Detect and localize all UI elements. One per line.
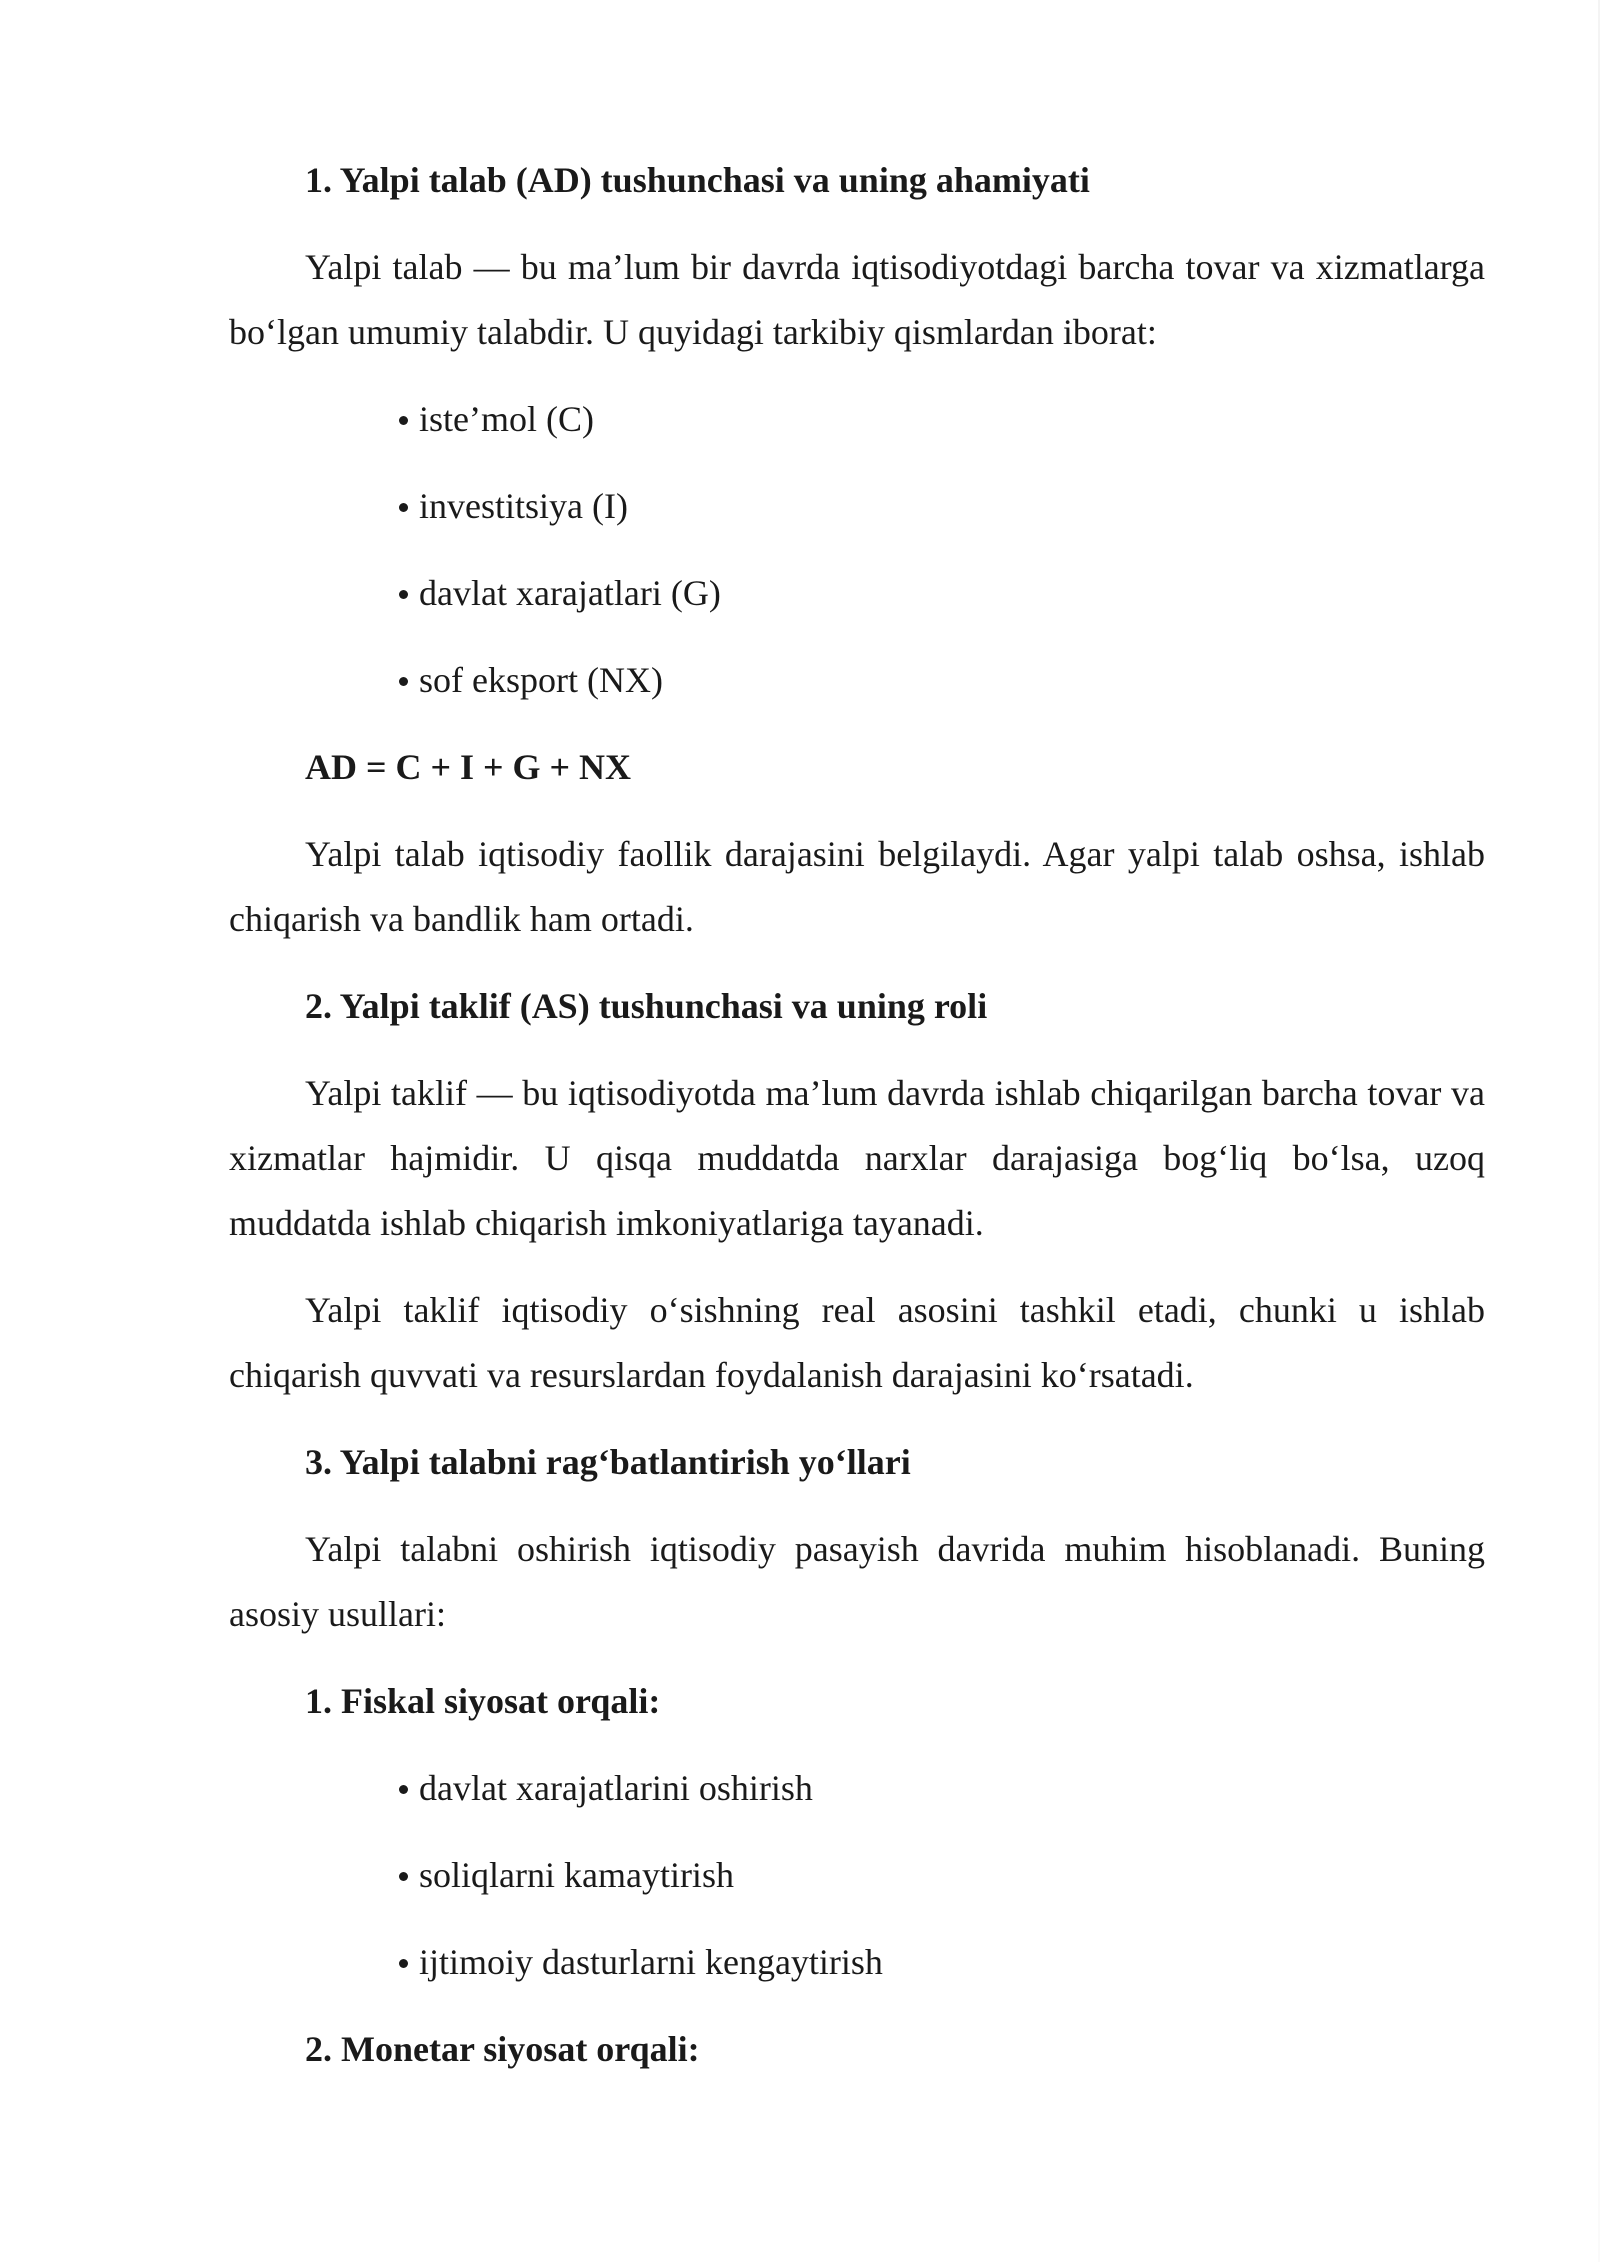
list-item-text: investitsiya (I) [419, 486, 628, 526]
subheading-monetary-policy: 2. Monetar siyosat orqali: [305, 2029, 700, 2069]
paragraph: Yalpi talab — bu ma’lum bir davrda iqtisodiyotdagi barcha tovar va xizmatlarga bo‘lgan umumiy talabdir. U quyidagi tarkibiy qismlardan iborat: [229, 247, 1485, 352]
bullet-icon [399, 1872, 408, 1881]
section-heading-3: 3. Yalpi talabni rag‘batlantirish yo‘llari [305, 1442, 911, 1482]
bullet-icon [399, 677, 408, 686]
bullet-icon [399, 590, 408, 599]
section-heading-2: 2. Yalpi taklif (AS) tushunchasi va uning roli [305, 986, 988, 1026]
list-item-text: ijtimoiy dasturlarni kengaytirish [419, 1942, 883, 1982]
paragraph: Yalpi talab iqtisodiy faollik darajasini belgilaydi. Agar yalpi talab oshsa, ishlab chiqarish va bandlik ham ortadi. [229, 834, 1485, 939]
document-body [229, 148, 1485, 2082]
list-item-text: soliqlarni kamaytirish [419, 1855, 734, 1895]
section-heading-1: 1. Yalpi talab (AD) tushunchasi va uning ahamiyati [305, 160, 1090, 200]
paragraph: Yalpi taklif iqtisodiy o‘sishning real asosini tashkil etadi, chunki u ishlab chiqarish quvvati va resurslardan foydalanish darajasini ko‘rsatadi. [229, 1290, 1485, 1395]
list-item [399, 474, 1485, 539]
paragraph: Yalpi taklif — bu iqtisodiyotda ma’lum davrda ishlab chiqarilgan barcha tovar va xizmatlar hajmidir. U qisqa muddatda narxlar darajasiga bog‘liq bo‘lsa, uzoq muddatda ishlab chiqarish imkoniyatlariga tayanadi. [229, 1073, 1485, 1243]
list-item-text: sof eksport (NX) [419, 660, 663, 700]
paragraph: Yalpi talabni oshirish iqtisodiy pasayish davrida muhim hisoblanadi. Buning asosiy usullari: [229, 1529, 1485, 1634]
list-item-text: davlat xarajatlarini oshirish [419, 1768, 813, 1808]
list-item-text: davlat xarajatlari (G) [419, 573, 721, 613]
list-item [399, 1930, 1485, 1995]
bullet-list-components [229, 387, 1485, 713]
list-item [399, 648, 1485, 713]
subheading-fiscal-policy: 1. Fiskal siyosat orqali: [305, 1681, 661, 1721]
bullet-icon [399, 416, 408, 425]
list-item [399, 1756, 1485, 1821]
list-item [399, 561, 1485, 626]
bullet-icon [399, 1959, 408, 1968]
bullet-list-fiscal [229, 1756, 1485, 1995]
bullet-icon [399, 1785, 408, 1794]
list-item [399, 387, 1485, 452]
bullet-icon [399, 503, 408, 512]
formula: AD = C + I + G + NX [305, 747, 632, 787]
list-item-text: iste’mol (C) [419, 399, 594, 439]
list-item [399, 1843, 1485, 1908]
